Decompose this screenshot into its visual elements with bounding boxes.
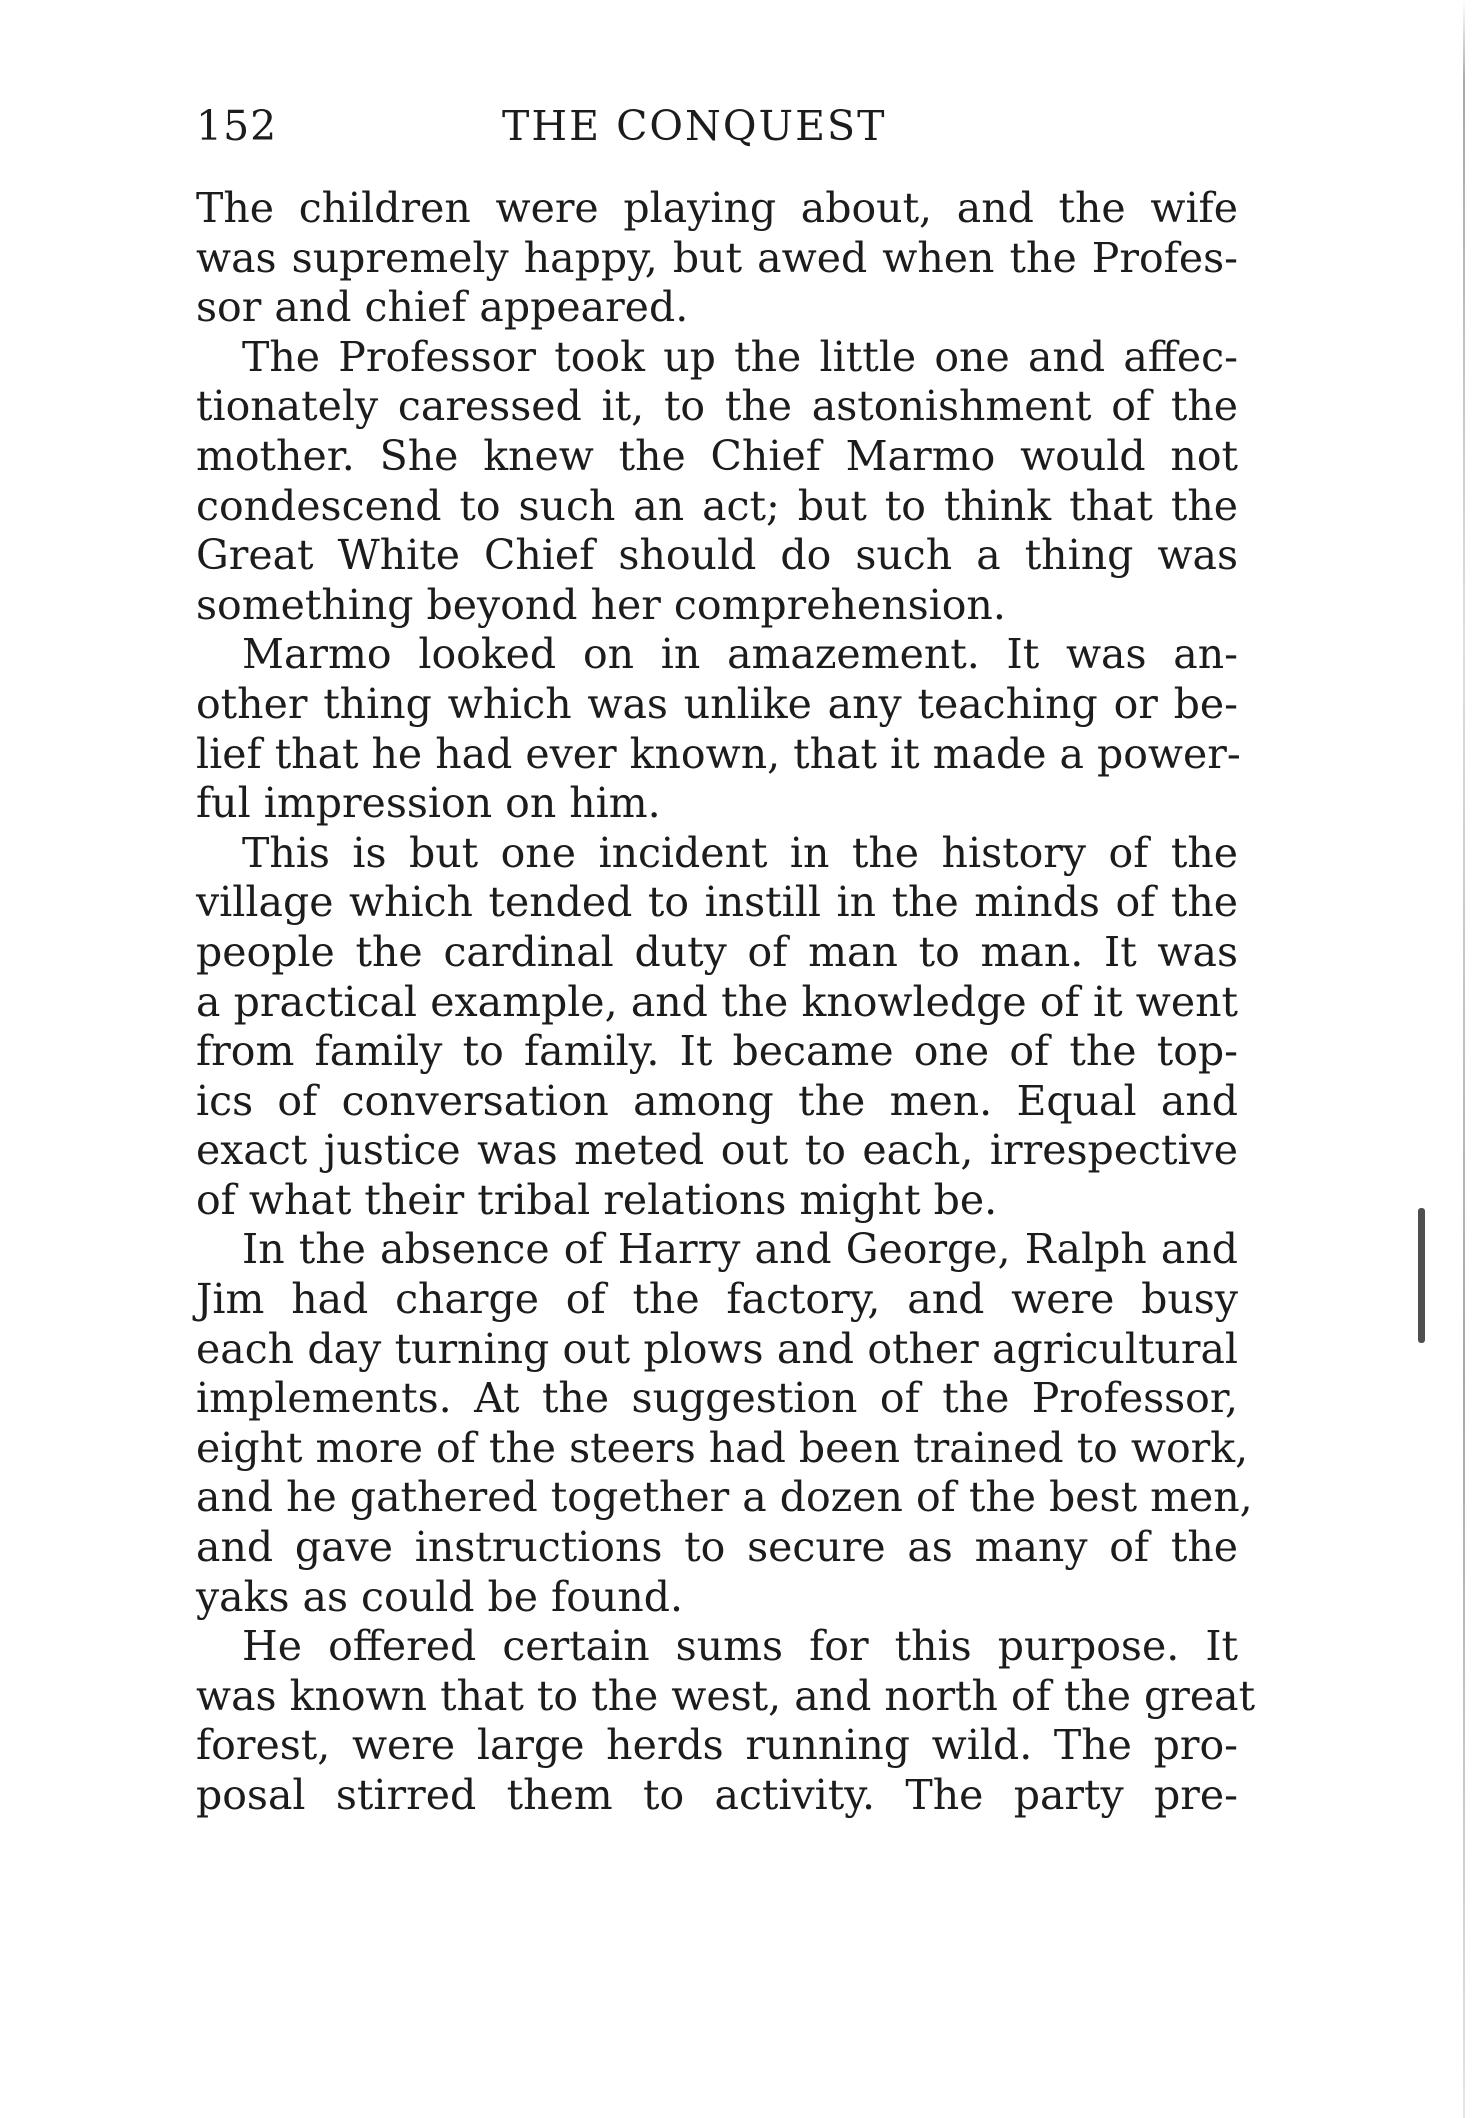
- paragraph: [196, 1225, 1253, 1622]
- text-line: village which tended to instill in the minds of the: [196, 878, 1238, 927]
- text-line: Jim had charge of the factory, and were busy: [196, 1275, 1238, 1324]
- text-line: and gave instructions to secure as many of the: [196, 1523, 1238, 1572]
- text-line: ics of conversation among the men. Equal and: [196, 1076, 1238, 1125]
- page-number: 152: [196, 102, 278, 150]
- text-line: yaks as could be found.: [196, 1572, 683, 1621]
- scan-margin-mark: [1418, 1208, 1425, 1343]
- text-line: The children were playing about, and the wife: [196, 184, 1238, 232]
- text-line: of what their tribal relations might be.: [196, 1175, 998, 1224]
- text-line: Marmo looked on in amazement. It was an-: [242, 630, 1238, 679]
- text-line: other thing which was unlike any teaching or be-: [196, 679, 1238, 728]
- text-line: and he gathered together a dozen of the best men,: [196, 1473, 1253, 1522]
- text-line: something beyond her comprehension.: [196, 580, 1006, 629]
- scan-edge-line: [1463, 0, 1465, 2118]
- text-line: ful impression on him.: [196, 779, 661, 828]
- text-line: a practical example, and the knowledge of it went: [196, 977, 1238, 1026]
- paragraph: [196, 333, 1238, 631]
- text-line: implements. At the suggestion of the Professor,: [196, 1374, 1238, 1423]
- paragraph: [196, 1622, 1256, 1820]
- text-line: each day turning out plows and other agricultural: [196, 1324, 1238, 1373]
- text-line: In the absence of Harry and George, Ralph and: [242, 1225, 1238, 1274]
- text-line: forest, were large herds running wild. The pro-: [196, 1721, 1238, 1770]
- paragraph: [196, 184, 1238, 333]
- text-line: Great White Chief should do such a thing was: [196, 531, 1238, 580]
- text-line: sor and chief appeared.: [196, 283, 689, 332]
- text-line: eight more of the steers had been trained to work,: [196, 1423, 1249, 1472]
- text-line: tionately caressed it, to the astonishment of the: [196, 382, 1238, 431]
- text-line: from family to family. It became one of the top-: [196, 1027, 1238, 1076]
- text-line: condescend to such an act; but to think that the: [196, 481, 1238, 530]
- text-line: This is but one incident in the history of the: [242, 828, 1238, 877]
- text-line: posal stirred them to activity. The party pre-: [196, 1771, 1238, 1819]
- body-text: [196, 184, 1256, 1821]
- text-line: He offered certain sums for this purpose. It: [242, 1622, 1238, 1671]
- text-line: mother. She knew the Chief Marmo would not: [196, 431, 1238, 480]
- text-line: exact justice was meted out to each, irrespective: [196, 1126, 1238, 1175]
- running-head: [196, 96, 1236, 156]
- book-title: THE CONQUEST: [502, 102, 887, 150]
- paragraph: [196, 630, 1241, 828]
- text-line: The Professor took up the little one and affec-: [242, 332, 1238, 381]
- paragraph: [196, 829, 1238, 1226]
- text-line: people the cardinal duty of man to man. It was: [196, 927, 1238, 976]
- text-line: lief that he had ever known, that it made a power-: [196, 729, 1241, 778]
- text-line: was known that to the west, and north of the great: [196, 1671, 1256, 1720]
- text-line: was supremely happy, but awed when the Profes-: [196, 233, 1238, 282]
